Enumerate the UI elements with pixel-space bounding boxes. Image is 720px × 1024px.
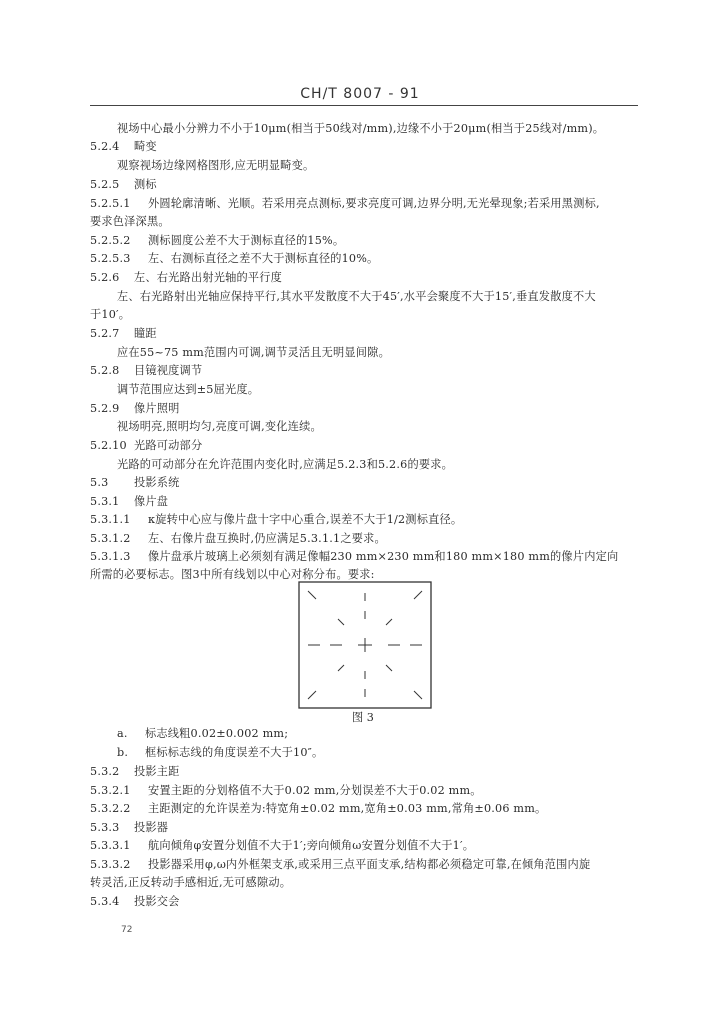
section-heading: 5.2.5 测标 [90,178,157,191]
clause: 5.2.5.2 测标圆度公差不大于测标直径的15%。 [90,234,345,247]
text-line: 应在55~75 mm范围内可调,调节灵活且无明显间隙。 [117,346,390,359]
section-heading: 5.3.2 投影主距 [90,765,180,778]
clause: 5.3.3.2 投影器采用φ,ω内外框架支承,或采用三点平面支承,结构都必须稳定可靠,在倾角范围内旋 [90,858,591,871]
text-line: 所需的必要标志。图3中所有线划以中心对称分布。要求: [90,568,375,581]
center-cross [358,638,372,652]
list-item: b. 框标标志线的角度误差不大于10″。 [117,746,324,759]
text-line: 要求色泽深黑。 [90,215,170,228]
section-heading: 5.3.1 像片盘 [90,495,169,508]
clause: 5.2.5.1 外圆轮廓清晰、光顺。若采用亮点测标,要求亮度可调,边界分明,无光晕现象;若采用黑测标, [90,197,600,210]
text-line: 视场中心最小分辨力不小于10μm(相当于50线对/mm),边缘不小于20μm(相当于25线对/mm)。 [117,122,605,135]
text-line: 转灵活,正反转动手感相近,无可感隙动。 [90,876,292,889]
clause: 5.3.1.2 左、右像片盘互换时,仍应满足5.3.1.1之要求。 [90,532,386,545]
header-rule [90,105,638,106]
section-heading: 5.2.10 光路可动部分 [90,439,203,452]
clause: 5.2.5.3 左、右测标直径之差不大于测标直径的10%。 [90,252,379,265]
figure-3-diagram [298,581,432,709]
section-heading: 5.2.4 畸变 [90,140,157,153]
page-number: 72 [121,925,133,935]
section-heading: 5.3.4 投影交会 [90,895,180,908]
figure-caption: 图 3 [352,711,374,724]
clause: 5.3.2.2 主距测定的允许误差为:特宽角±0.02 mm,宽角±0.03 mm,常角±0.06 mm。 [90,802,547,815]
section-heading: 5.3 投影系统 [90,476,180,489]
clause: 5.3.3.1 航向倾角φ安置分划值不大于1′;旁向倾角ω安置分划值不大于1′。 [90,839,475,852]
clause: 5.3.1.1 κ旋转中心应与像片盘十字中心重合,误差不大于1/2测标直径。 [90,513,463,526]
text-line: 左、右光路射出光轴应保持平行,其水平发散度不大于45′,水平会聚度不大于15′,垂直发散度不大 [117,290,596,303]
clause: 5.3.1.3 像片盘承片玻璃上必须刻有满足像幅230 mm×230 mm和180 mm×180 mm的像片内定向 [90,550,619,563]
standard-header: CH/T 8007 - 91 [300,86,420,102]
text-line: 光路的可动部分在允许范围内变化时,应满足5.2.3和5.2.6的要求。 [117,458,453,471]
text-line: 于10′。 [90,308,131,321]
text-line: 视场明亮,照明均匀,亮度可调,变化连续。 [117,420,322,433]
section-heading: 5.3.3 投影器 [90,821,169,834]
text-line: 调节范围应达到±5屈光度。 [117,383,260,396]
text-line: 观察视场边缘网格图形,应无明显畸变。 [117,159,315,172]
clause: 5.3.2.1 安置主距的分划格值不大于0.02 mm,分划误差不大于0.02 mm。 [90,784,482,797]
section-heading: 5.2.8 目镜视度调节 [90,364,203,377]
list-item: a. 标志线粗0.02±0.002 mm; [117,727,289,740]
section-heading: 5.2.6 左、右光路出射光轴的平行度 [90,271,283,284]
section-heading: 5.2.9 像片照明 [90,402,180,415]
section-heading: 5.2.7 瞳距 [90,327,157,340]
